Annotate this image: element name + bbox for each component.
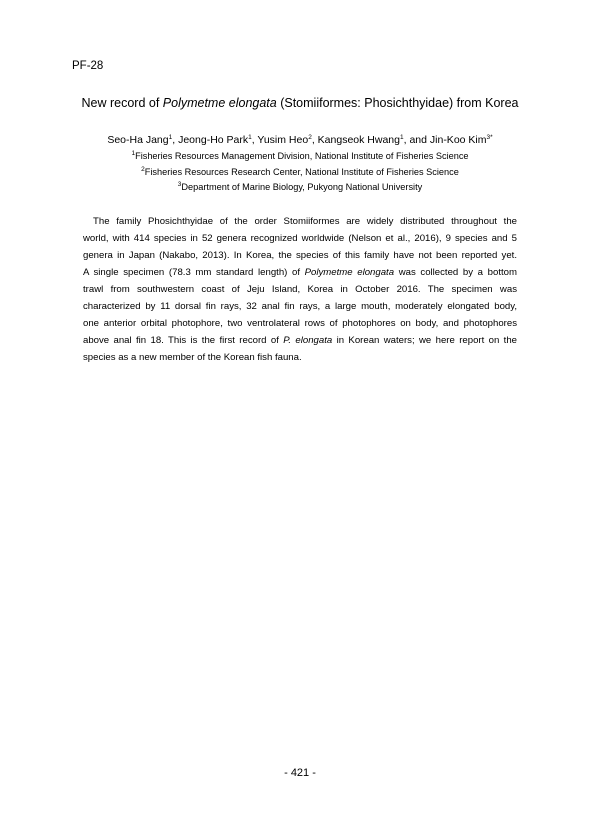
author-name: Kangseok Hwang	[317, 134, 400, 146]
abstract-code: PF-28	[72, 60, 104, 72]
author-separator: ,	[311, 134, 318, 146]
abstract-line: species as a new member of the Korean fish fauna.	[83, 352, 302, 363]
title-prefix: New record of	[81, 96, 163, 110]
abstract-line: world, with 414 species in 52 genera recognized worldwide (Nelson et al., 2016), 9 species and 5	[83, 233, 517, 244]
abstract-text: in Korean waters; we here report on the	[332, 335, 517, 346]
author-name: Seo-Ha Jang	[107, 134, 169, 146]
abstract-line: characterized by 11 dorsal fin rays, 32 anal fin rays, a large mouth, moderately elongated body,	[83, 301, 517, 312]
affiliation	[0, 151, 600, 161]
abstract-line	[83, 332, 517, 349]
author-separator: , and	[403, 134, 430, 146]
author-affiliation-mark: 2	[308, 134, 312, 141]
abstract-line: one anterior orbital photophore, two ventrolateral rows of photophores on body, and photophores	[83, 318, 517, 329]
abstract-text: was collected by a bottom	[394, 267, 517, 278]
title-suffix: (Stomiiformes: Phosichthyidae) from Korea	[276, 96, 519, 110]
author-affiliation-mark: 1	[399, 134, 404, 141]
author-affiliation-mark: 3*	[486, 134, 493, 141]
affiliation-text: Fisheries Resources Research Center, National Institute of Fisheries Science	[144, 167, 459, 177]
author-separator: ,	[251, 134, 258, 146]
affiliation	[0, 167, 600, 177]
affiliation-mark: 1	[131, 150, 136, 157]
author-name: Jin-Koo Kim	[429, 134, 487, 146]
author-affiliation-mark: 1	[248, 134, 252, 141]
author-list	[0, 134, 600, 146]
species-name: Polymetme elongata	[304, 267, 395, 278]
affiliation-text: Fisheries Resources Management Division, National Institute of Fisheries Science	[135, 151, 469, 161]
author-affiliation-mark: 1	[168, 134, 173, 141]
affiliation-text: Department of Marine Biology, Pukyong National University	[181, 182, 423, 192]
affiliation-mark: 3	[177, 181, 182, 188]
species-name: P. elongata	[283, 335, 333, 346]
affiliation	[0, 182, 600, 192]
abstract-line: The family Phosichthyidae of the order Stomiiformes are widely distributed throughout the	[93, 216, 517, 227]
page-number: - 421 -	[284, 767, 316, 779]
abstract-body	[83, 213, 517, 366]
abstract-text: A single specimen (78.3 mm standard length) of	[83, 267, 305, 278]
author-separator: ,	[172, 134, 179, 146]
paper-title	[0, 96, 600, 110]
abstract-line: genera in Japan (Nakabo, 2013). In Korea, the species of this family have not been reported yet.	[83, 250, 517, 261]
abstract-line: trawl from southwestern coast of Jeju Island, Korea in October 2016. The specimen was	[83, 284, 517, 295]
title-species: Polymetme elongata	[162, 96, 277, 110]
abstract-text: above anal fin 18. This is the first record of	[83, 335, 284, 346]
author-name: Yusim Heo	[257, 134, 309, 146]
abstract-line	[83, 264, 517, 281]
affiliation-mark: 2	[141, 166, 145, 173]
author-name: Jeong-Ho Park	[178, 134, 249, 146]
